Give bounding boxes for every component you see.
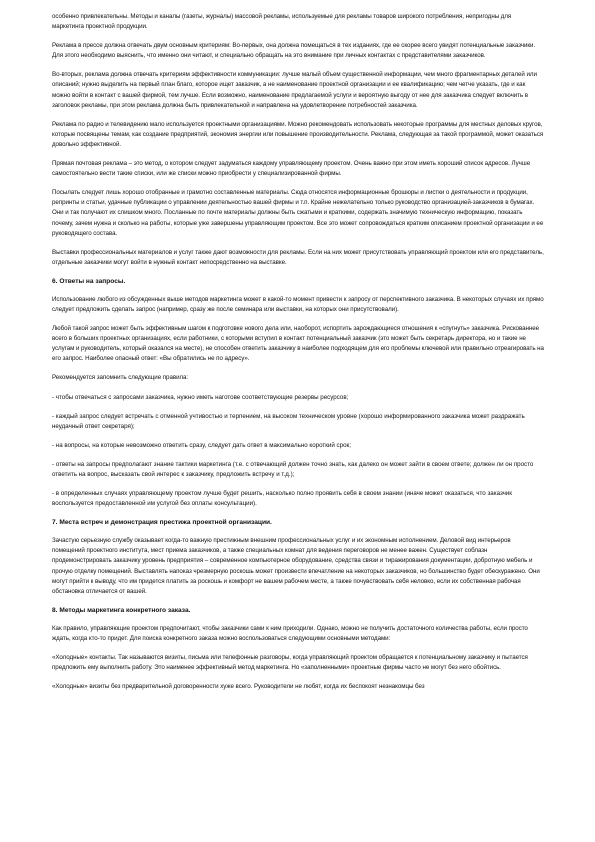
paragraph: Как правило, управляющие проектом предпочитают, чтобы заказчики сами к ним приходили. Однако, можно не получить достаточного количества работы, если просто ждать, когда кто-то придет. Для поиска конкретного заказа можно воспользоваться следующими основными методами:	[52, 624, 528, 642]
list-item: - на вопросы, на которые невозможно ответить сразу, следует дать ответ в максимально короткий срок;	[52, 441, 351, 449]
list-item: - чтобы отвечаться с запросами заказчика, нужно иметь наготове соответствующие резервы ресурсов;	[52, 393, 349, 401]
paragraph: Любой такой запрос может быть эффективным шагом к подготовке нового дела или, наоборот, испортить зарождающиеся отношения к «спугнуть» заказчика. Рискованнее всего в больших проектных организациях, если работники, с которыми вступил в контакт потенциальный заказчик (это может быть секретарь директора, но и такие не услугам и руководитель, который оказался на месте), не способен ответить заказчику в наиболее подходящем для его проблемы ключевой или правильно отреагировать на его запрос. Наиболее опасный ответ: «Вы обратились не по адресу».	[52, 325, 544, 363]
section-heading: 8. Методы маркетинга конкретного заказа.	[52, 606, 191, 614]
paragraph: Использование любого из обсужденных выше методов маркетинга может в какой-то момент привести к запросу от перспективного заказчика. В некоторых случаях их прямо следует предложить сделать запрос (например, сразу же после семинара или выставки, на которых они присутствовали).	[52, 295, 544, 313]
paragraph: Зачастую серьезную службу оказывает когда-то важную престижным внешним профессиональных услуг и их экономным исполнением. Деловой вид интерьеров помещений проектного института, мест приема заказчиков, а также специальных комнат для ведения переговоров не менее важен. Существует соблазн продемонстрировать заказчику уровень предприятия – современное компьютерное оборудование, средства связи и тиражирования документации, добротную мебель и прочую отделку помещений. Выставлять напоказ чрезмерную роскошь может произвести впечатление на некоторых заказчиков, но большинство будет обескуражено. Они могут прийти к выводу, что им придется платить за роскошь и комфорт не вашем рабочем месте, а также почувствовать себя неловко, если их собственная рабочая обстановка отличается от вашей.	[52, 537, 540, 595]
paragraph: Во-вторых, реклама должна отвечать критериям эффективности коммуникации: лучше малый объем существенной информации, чем много фрагментарных деталей или описаний; нужно выделить на первый план благо, которое ищет заказчик, а не наименование проектной организации и ее квалификацию; чем четче указать, где и как можно войти в контакт с вашей фирмой, тем лучше. Если возможно, наименование предлагаемой услуги и вероятную выгоду от нее для заказчика следует включить в заголовок рекламы, при этом реклама должна быть привлекательной и направлена на удовлетворение потребностей заказчика.	[52, 71, 537, 109]
paragraph: Прямая почтовая реклама – это метод, о котором следует задуматься каждому управляющему проектом. Очень важно при этом иметь хороший список адресов. Лучше самостоятельно вести такие списки, или же списки можно приобрести у специализированной фирмы.	[52, 160, 531, 178]
section-heading: 6. Ответы на запросы.	[52, 277, 126, 285]
list-item: - каждый запрос следует встречать с отменной учтивостью и терпением, на высоком техническом уровне (хорошо информированного заказчика может раздражать неудачный ответ секретаря);	[52, 412, 525, 430]
document-page	[52, 12, 544, 836]
list-item: - ответы на запросы предполагают знание тактики маркетинга (т.е. с отвечающий должен точно знать, как далеко он может зайти в своем ответе; должен ли он просто ответить на вопрос, высказать свой интерес к заказчику, предложить встречу и т.д.);	[52, 460, 534, 478]
paragraph: особенно привлекательны. Методы и каналы (газеты, журналы) массовой рекламы, используемые для рекламы товаров широкого потребления, непригодны для маркетинга проектной продукции.	[52, 13, 512, 31]
paragraph: Выставки профессиональных материалов и услуг также дают возможности для рекламы. Если на них может присутствовать управляющий проектом или его представитель, отдельные заказчики могут войти в нужный контакт непосредственно на выставке.	[52, 248, 544, 266]
list-item: - в определенных случаях управляющему проектом лучше будет решить, насколько полно проявить себя в своем знании (иначе может оказаться, что заказчик воспользуется предоставленной им услугой без оплаты консультации).	[52, 490, 512, 508]
paragraph: Рекомендуется запомнить следующие правила:	[52, 374, 189, 382]
paragraph: Реклама в прессе должна отвечать двум основным критериям: Во-первых, она должна помещаться в тех изданиях, где ее скорее всего увидят потенциальные заказчики. Для этого необходимо выяснить, что именно они читают, и специально обращать на это внимание при личных контактах с представителями заказчиков.	[52, 42, 536, 60]
paragraph: Реклама по радио и телевидению мало используется проектными организациями. Можно рекомендовать использовать некоторые программы для местных деловых кругов, которые посвящены темам, как создание предприятий, экономия энергии или повышение производительности. Реклама, следующая за такой программой, может оказаться довольно эффективной.	[52, 120, 544, 148]
section-heading: 7. Места встреч и демонстрация престижа проектной организации.	[52, 519, 272, 527]
paragraph: Посылать следует лишь хорошо отобранные и грамотно составленные материалы. Сюда относятся информационные брошюры и листки о деятельности и продукции, репринты и статьи, удачные публикации о управлении деятельностью вашей фирмы и т.п. Крайне нежелательно только руководство организацией-заказчиков в бумагах. Они и так получают их слишком много. Посланные по почте материалы должны быть сжатыми и краткими, содержать значимую техническую информацию, показать почему, зачем нужна и сколько на работы, которые уже завершены управляющим проектом. Все это может сопровождаться кратким описанием проектной организации и ее руководящего состава.	[52, 189, 544, 237]
paragraph: «Холодные» визиты без предварительной договоренности хуже всего. Руководители не любят, когда их беспокоят незнакомцы без	[52, 683, 425, 691]
document-body	[52, 12, 544, 692]
paragraph: «Холодные» контакты. Так называются визиты, письма или телефонные разговоры, когда управляющий проектом обращается к потенциальному заказчику и пытается предложить ему выполнить работу. Это наименее эффективный метод маркетинга. Но «заполненными» проектные фирмы часто не могут без него обойтись.	[52, 654, 528, 672]
